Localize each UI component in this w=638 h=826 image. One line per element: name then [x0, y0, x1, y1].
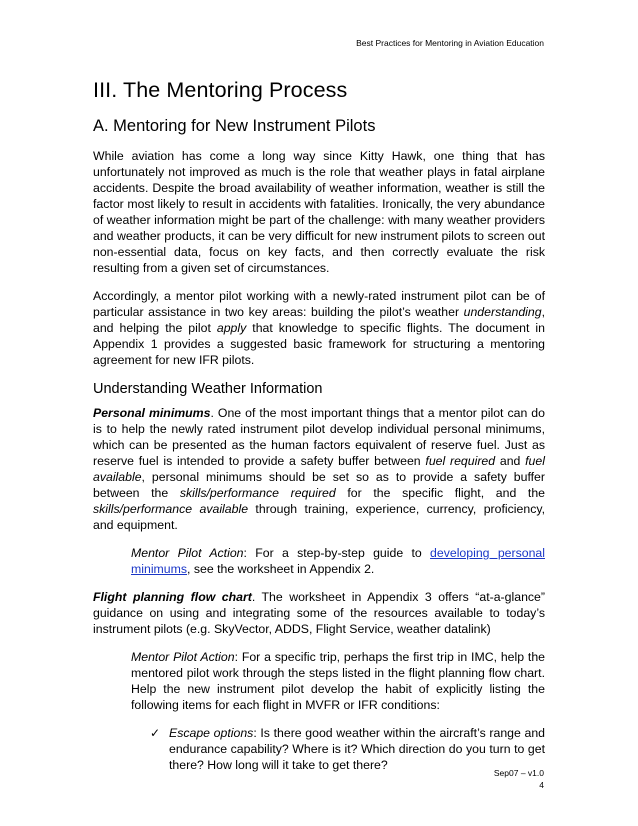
- personal-minimums-paragraph: [93, 405, 545, 533]
- emphasis-skills-required: skills/performance required: [179, 486, 336, 500]
- text-run: for the specific flight, and the: [335, 486, 546, 500]
- text-run: Accordingly, a mentor pilot working with a newly-rated instrument pilot can be of particular assistance in two key areas: building the pilot’s weather: [93, 289, 545, 319]
- emphasis-skills-available: skills/performance available: [93, 502, 249, 516]
- page-number: 4: [539, 780, 544, 790]
- mentor-action-paragraph-2: [131, 649, 545, 713]
- text-run: , see the worksheet in Appendix 2.: [187, 562, 375, 576]
- text-run: . One of the most important things that a mentor pilot can do is to help the newly rated instrument pilot develop individual personal minimums, which can be presented as the human factors equivalent of reserve fuel. Just as reserve fuel is intended to provide a safety buffer between: [93, 406, 545, 468]
- text-run: and: [495, 454, 526, 468]
- text-run: through training, experience, currency, proficiency, and equipment.: [93, 502, 545, 532]
- text-run: : For a step-by-step guide to: [243, 546, 431, 560]
- mentor-action-label: Mentor Pilot Action: [131, 650, 235, 664]
- section-title: III. The Mentoring Process: [93, 78, 348, 102]
- developing-personal-minimums-link[interactable]: developing personal minimums: [131, 546, 545, 576]
- intro-paragraph-2: [93, 288, 545, 368]
- text-run: , personal minimums should be set so as to provide a safety buffer between the: [93, 470, 545, 500]
- text-run: . The worksheet in Appendix 3 offers “at-a-glance” guidance on using and integrating some of the resources available to today’s instrument pilots (e.g. SkyVector, ADDS, Flight Service, weather datalink): [93, 590, 545, 636]
- subsection-title: A. Mentoring for New Instrument Pilots: [93, 117, 376, 135]
- flight-planning-lead: Flight planning flow chart: [93, 590, 252, 604]
- checklist-item-escape-options: [150, 725, 545, 773]
- footer-version: Sep07 – v1.0: [493, 768, 544, 778]
- page-content: [93, 78, 545, 785]
- emphasis-understanding: understanding: [463, 305, 542, 319]
- emphasis-apply: apply: [216, 321, 247, 335]
- weather-section-title: Understanding Weather Information: [93, 381, 323, 397]
- running-header: Best Practices for Mentoring in Aviation Education: [356, 38, 544, 48]
- check-icon: ✓: [150, 726, 161, 740]
- text-run: : Is there good weather within the aircraft’s range and endurance capability? Where is it? Which direction do you turn to get there? How long will it take to get there?: [169, 726, 545, 772]
- mentor-action-label: Mentor Pilot Action: [131, 546, 244, 560]
- text-run: : For a specific trip, perhaps the first trip in IMC, help the mentored pilot work through the steps listed in the flight planning flow chart. Help the new instrument pilot develop the habit of explicitly listing the following items for each flight in MVFR or IFR conditions:: [131, 650, 546, 712]
- personal-minimums-lead: Personal minimums: [93, 406, 211, 420]
- text-run: that knowledge to specific flights. The document in Appendix 1 provides a suggested basic framework for structuring a mentoring agreement for new IFR pilots.: [93, 321, 545, 367]
- escape-options-label: Escape options: [169, 726, 254, 740]
- emphasis-fuel-available: fuel available: [93, 454, 545, 484]
- mentor-action-paragraph-1: [131, 545, 545, 577]
- intro-paragraph-1: While aviation has come a long way since Kitty Hawk, one thing that has unfortunately not improved as much is the role that weather plays in fatal airplane accidents. Despite the broad availability of weather information, weather is still the factor most likely to result in accidents with fatalities. Ironically, the very abundance of weather information might be part of the challenge: with many weather providers and weather products, it can be very difficult for new instrument pilots to screen out non-essential data, focus on key facts, and then correctly evaluate the risk resulting from a given set of circumstances.: [93, 149, 545, 275]
- flight-planning-paragraph: [93, 589, 545, 637]
- text-run: , and helping the pilot: [93, 305, 545, 335]
- emphasis-fuel-required: fuel required: [425, 454, 496, 468]
